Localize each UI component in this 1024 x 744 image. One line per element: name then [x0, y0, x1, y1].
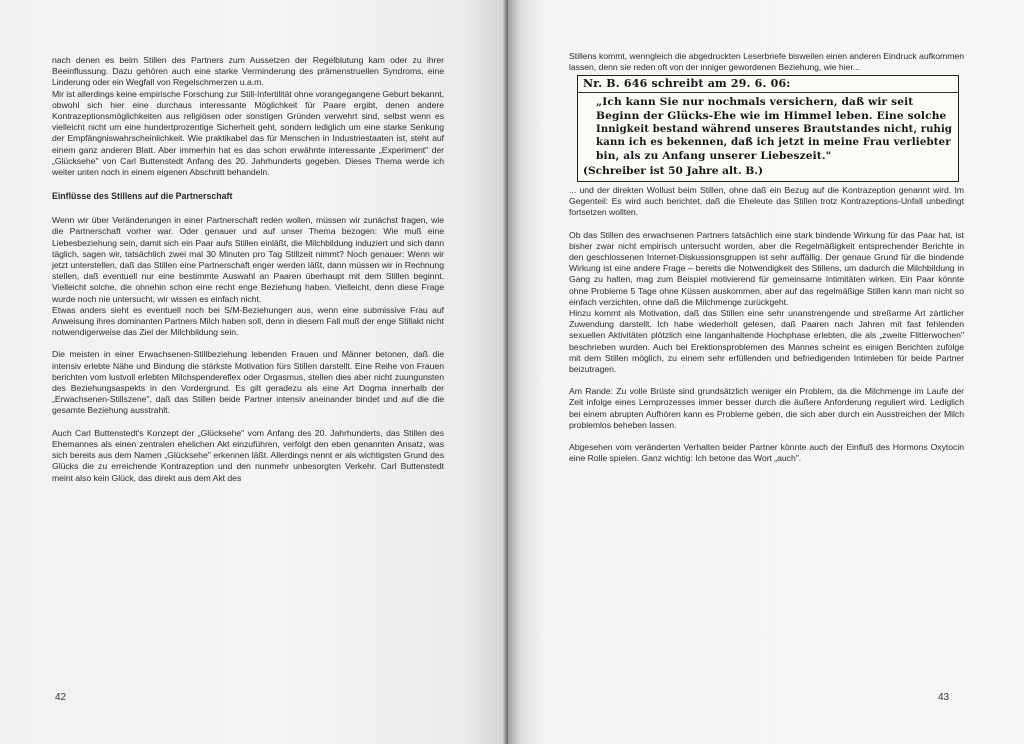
page-number-left: 42	[55, 692, 67, 703]
right-after-quote-paragraph: ... und der direkten Wollust beim Stillen, ohne daß ein Bezug auf die Kontrazeption genannt wird. Im Gegenteil: Es wird auch berichtet, daß die Eheleute das Stillen trotz Kontrazeptions-Unfall unbedingt fortsetzen wollten.	[569, 184, 964, 218]
right-paragraph-5: Abgesehen vom veränderten Verhalten beider Partner könnte auch der Einfluß des Hormons Oxytocin eine Rolle spielen. Ganz wichtig: Ich betone das Wort „auch".	[569, 441, 964, 464]
quote-body	[578, 93, 958, 163]
quote-line: kann ich es bekennen, daß ich jetzt in meine Frau verliebter	[596, 136, 951, 149]
right-paragraph-3: Hinzu kommt als Motivation, daß das Stillen eine sehr unanstrengende und streßarme Art zärtlicher Zuwendung darstellt. Ich habe wiederholt gelesen, daß Paaren nach Jahren mit fast fehlenden sexuellen Aktivitäten plötzlich eine langanhaltende Hochphase erlebten, die als „zweite Flitterwochen" beschrieben wurden. Auch bei Erektionsproblemen des Mannes scheint es einigen Berichten zufolge mit dem Stillen möglich, zu einem sehr erfüllenden und befriedigenden Intimleben für beide Partner beizutragen.	[569, 307, 964, 374]
quote-line: Innigkeit bestand während unseres Brautstandes nicht, ruhig	[596, 124, 953, 135]
right-text-column	[569, 51, 964, 464]
left-paragraph-6: Auch Carl Buttenstedt's Konzept der „Glücksehe" vom Anfang des 20. Jahrhunderts, das Stillen des Ehemannes als einen zentralen ehelichen Akt einzuführen, verfolgt den eben genannten Ansatz, was sich bereits aus dem Namen „Glücksehe" erkennen läßt. Allerdings nennt er als wichtigsten Grund des Glücks die zu erreichende Kontrazeption und den nunmehr unbesorgten Verkehr. Carl Buttenstedt meint also kein Glück, das direkt aus dem Akt des	[52, 427, 444, 483]
right-paragraph-4: Am Rande: Zu volle Brüste sind grundsätzlich weniger ein Problem, da die Milchmenge im Laufe der Zeit infolge eines Lernprozesses immer besser durch die äußere Anforderung reguliert wird. Lediglich bei einem abrupten Aufhören kann es Probleme geben, die sich aber durch ein Ausstreichen der Milch problemlos beheben lassen.	[569, 386, 964, 430]
left-paragraph-2: Mir ist allerdings keine empirische Forschung zur Still-Infertilität ohne vorangegangene Geburt bekannt, obwohl sich hier eine durchaus interessante Möglichkeit für Paare ergibt, denen andere Kontrazeptionsmöglichkeiten aus religiösen oder sonstigen Gründen verwehrt sind, selbst wenn es vielleicht nicht um eine hundertprozentige Sicherheit geht, sondern lediglich um eine starke Senkung der Empfängniswahrscheinlichkeit. Wie praktikabel das für Menschen in Industriestaaten ist, steht auf einem ganz anderen Blatt. Aber immerhin hat es das schon erwähnte interessante „Experiment" der „Glücksehe" von Carl Buttenstedt Anfang des 20. Jahrhunderts gegeben. Dieses Thema werde ich weiter unten noch in einem eigenen Abschnitt behandeln.	[52, 88, 444, 178]
quote-line: Beginn der Glücks-Ehe wie im Himmel leben. Eine solche	[596, 109, 947, 122]
left-page	[0, 0, 508, 744]
left-intro-paragraph: nach denen es beim Stillen des Partners zum Aussetzen der Regelblutung kam oder zu ihrer Beeinflussung. Dazu gehören auch eine starke Verminderung des prämenstruellen Syndroms, eine Linderung oder ein Wegfall von Regelschmerzen u.a.m.	[52, 55, 444, 88]
section-heading: Einflüsse des Stillens auf die Partnerschaft	[52, 191, 233, 202]
fraktur-quote-box	[577, 75, 959, 181]
left-text-column	[52, 55, 444, 484]
quote-signature: (Schreiber ist 50 Jahre alt. B.)	[583, 164, 763, 177]
left-paragraph-3: Wenn wir über Veränderungen in einer Partnerschaft reden wollen, müssen wir zunächst fragen, wie die Partnerschaft vorher war. Oder genauer und auf unser Thema bezogen: Wie muß eine Liebesbeziehung sein, damit sich ein Paar aufs Stillen einläßt, die Milchbildung induziert und sich dann täglich, sagen wir, tatsächlich zwei mal 30 Minuten pro Tag Stillzeit nimmt? Noch genauer: Wenn wir jetzt unterstellen, daß das Stillen eine Partnerschaft enger werden läßt, dann müssen wir in Rechnung stellen, daß eventuell nur eine bestimmte Auswahl an Paaren überhaupt mit dem Stillen beginnt. Vielleicht solche, die ohnehin schon eine recht enge Beziehung haben. Vielleicht, denn diese Frage wurde noch nie untersucht, wir wissen es einfach nicht.	[52, 215, 444, 304]
left-paragraph-5: Die meisten in einer Erwachsenen-Stillbeziehung lebenden Frauen und Männer betonen, daß die intensiv erlebte Nähe und Bindung die stärkste Motivation fürs Stillen darstellt. Eine Reihe von Frauen berichten vom lustvoll erlebten Milchspendereflex oder Orgasmus, stellen dies aber nicht zuungunsten des Beziehungsaspekts in den Vordergrund. Es gilt geradezu als eine Art Dogma innerhalb der „Erwachsenen-Stillszene", daß das Stillen beide Partner intensiv aneinander bindet und auf die die gesamte Beziehung ausstrahlt.	[52, 349, 444, 416]
right-intro-paragraph: Stillens kommt, wenngleich die abgedruckten Leserbriefe bisweilen einen anderen Eindruck aufkommen lassen, denn sie reden oft von der inniger gewordenen Beziehung, wie hier...	[569, 51, 964, 73]
right-paragraph-2: Ob das Stillen des erwachsenen Partners tatsächlich eine stark bindende Wirkung für das Paar hat, ist bisher zwar nicht empirisch untersucht worden, aber die Regelmäßigkeit entsprechender Berichte in den geschlossenen Internet-Diskussionsgruppen ist sehr auffällig. Der genaue Grund für die bindende Wirkung ist eine andere Frage – bereits die Notwendigkeit des Stillens, um dadurch die Milchbildung in Gang zu halten, mag zum Beispiel motivierend für gemeinsame Intimitäten wirken. Ein Paar könnte ohne Probleme 5 Tage ohne Küssen auskommen, aber auf das regelmäßige Stillen kann man nicht so einfach verzichten, ohne daß die Milchmenge zurückgeht.	[569, 229, 964, 307]
quote-line: bin, als zu Anfang unserer Liebeszeit."	[596, 149, 832, 162]
quote-header: Nr. B. 646 schreibt am 29. 6. 06:	[578, 76, 958, 93]
left-paragraph-4: Etwas anders sieht es eventuell noch bei S/M-Beziehungen aus, wenn eine submissive Frau auf Anweisung ihres dominanten Partners Milch haben soll, denn in diesem Fall muß der enge Stillakt nicht notwendigerweise das Ziel der Milchbildung sein.	[52, 304, 444, 338]
quote-line: „Ich kann Sie nur nochmals versichern, daß wir seit	[596, 96, 914, 109]
page-number-right: 43	[938, 692, 950, 703]
